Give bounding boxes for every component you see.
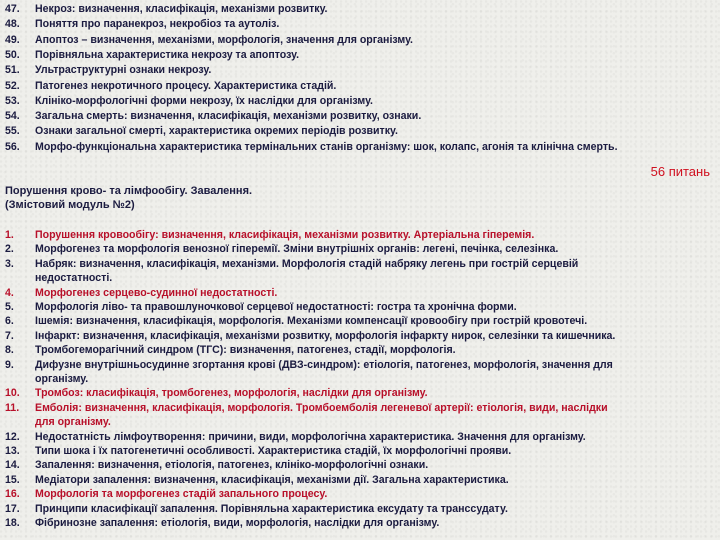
list-item-number: 4.	[5, 286, 14, 299]
list-item-text: Порівняльна характеристика некрозу та апоптозу.	[35, 48, 300, 61]
list-item-number: 54.	[5, 110, 20, 123]
question-count: 56 питань	[650, 164, 710, 179]
list-item-text: Поняття про паранекроз, некробіоз та аутоліз.	[35, 18, 280, 31]
list-item-continuation: організму.	[35, 373, 89, 385]
list-item-number: 3.	[5, 257, 14, 270]
list-item-number: 10.	[5, 387, 20, 400]
list-item-number: 49.	[5, 33, 20, 46]
list-item-number: 14.	[5, 459, 20, 472]
list-item-text: Принципи класифікації запалення. Порівняльна характеристика ексудату та транссудату.	[35, 502, 508, 515]
list-item-text: Клініко-морфологічні форми некрозу, їх наслідки для організму.	[35, 94, 373, 107]
list-item-text: Ознаки загальної смерті, характеристика окремих періодів розвитку.	[35, 125, 398, 138]
list-item-number: 51.	[5, 64, 20, 77]
list-item-text: Медіатори запалення: визначення, класифікація, механізми дії. Загальна характеристика.	[35, 473, 509, 486]
list-item-number: 2.	[5, 243, 14, 256]
list-item-text: Запалення: визначення, етіологія, патогенез, клініко-морфологічні ознаки.	[35, 459, 429, 472]
list-item-text: Ішемія: визначення, класифікація, морфологія. Механізми компенсації кровообігу при гострій кровотечі.	[35, 315, 588, 328]
list-item-number: 5.	[5, 301, 14, 313]
list-item-number: 17.	[5, 502, 20, 515]
list-item-text: Емболія: визначення, класифікація, морфологія. Тромбоемболія легеневої артерії: етіологія, види, наслідки	[35, 401, 608, 414]
list-item-number: 13.	[5, 445, 20, 457]
list-item-number: 1.	[5, 229, 14, 241]
list-item-number: 6.	[5, 315, 14, 328]
list-item-text: Недостатність лімфоутворення: причини, види, морфологічна характеристика. Значення для організму.	[35, 430, 586, 443]
list-item-text: Інфаркт: визначення, класифікація, механізми розвитку, морфологія інфаркту нирок, селезінки та кишечника.	[35, 329, 616, 342]
list-item-continuation: недостатності.	[35, 272, 113, 285]
list-item-text: Порушення кровообігу: визначення, класифікація, механізми розвитку. Артеріальна гіперемія.	[35, 229, 535, 241]
list-item-text: Набряк: визначення, класифікація, механізми. Морфологія стадій набряку легень при гострій серцевій	[35, 257, 579, 270]
list-item-text: Некроз: визначення, класифікація, механізми розвитку.	[35, 3, 328, 15]
list-item-number: 52.	[5, 79, 20, 92]
list-item-text: Морфо-функціональна характеристика термінальних станів організму: шок, колапс, агонія та клінічна смерть.	[35, 140, 618, 153]
list-item-number: 8.	[5, 344, 14, 357]
list-item-text: Морфологія ліво- та правошлуночкової серцевої недостатності: гостра та хронічна форми.	[35, 301, 517, 313]
list-item-continuation: для організму.	[35, 416, 111, 429]
list-item-number: 18.	[5, 517, 20, 529]
list-item-text: Апоптоз – визначення, механізми, морфологія, значення для організму.	[35, 33, 414, 46]
list-item-number: 12.	[5, 430, 20, 443]
list-item-number: 9.	[5, 358, 14, 371]
list-item-number: 53.	[5, 94, 20, 107]
list-item-number: 56.	[5, 140, 20, 153]
list-item-text: Ультраструктурні ознаки некрозу.	[35, 64, 212, 77]
list-item-text: Фібринозне запалення: етіологія, види, морфологія, наслідки для організму.	[35, 517, 440, 529]
list-item-number: 11.	[5, 401, 20, 414]
list-item-text: Тромбогеморагічний синдром (ТГС): визначення, патогенез, стадії, морфологія.	[35, 344, 456, 357]
list-item-number: 50.	[5, 48, 20, 61]
list-item-text: Морфологія та морфогенез стадій запального процесу.	[35, 488, 328, 501]
list-item-text: Тромбоз: класифікація, тромбогенез, морфологія, наслідки для організму.	[35, 387, 428, 400]
list-item-text: Загальна смерть: визначення, класифікація, механізми розвитку, ознаки.	[35, 110, 422, 123]
list-item-number: 16.	[5, 488, 20, 501]
list-item-number: 48.	[5, 18, 20, 31]
list-item-text: Морфогенез та морфологія венозної гіперемії. Зміни внутрішніх органів: легені, печінка, селезінка.	[35, 243, 559, 256]
module-label: (Змістовий модуль №2)	[5, 199, 135, 211]
section-title: Порушення крово- та лімфообігу. Завалення.	[5, 185, 253, 197]
list-item-number: 15.	[5, 473, 20, 486]
list-item-number: 47.	[5, 3, 20, 15]
list-item-text: Патогенез некротичного процесу. Характеристика стадій.	[35, 79, 337, 92]
list-item-text: Морфогенез серцево-судинної недостатності.	[35, 286, 278, 299]
list-item-text: Типи шока і їх патогенетичні особливості. Характеристика стадій, їх морфологічні прояви.	[35, 445, 512, 457]
list-item-number: 7.	[5, 329, 14, 342]
list-item-text: Дифузне внутрішньосудинне згортання крові (ДВЗ-синдром): етіологія, патогенез, морфологія, значення для	[35, 358, 613, 371]
list-item-number: 55.	[5, 125, 20, 138]
